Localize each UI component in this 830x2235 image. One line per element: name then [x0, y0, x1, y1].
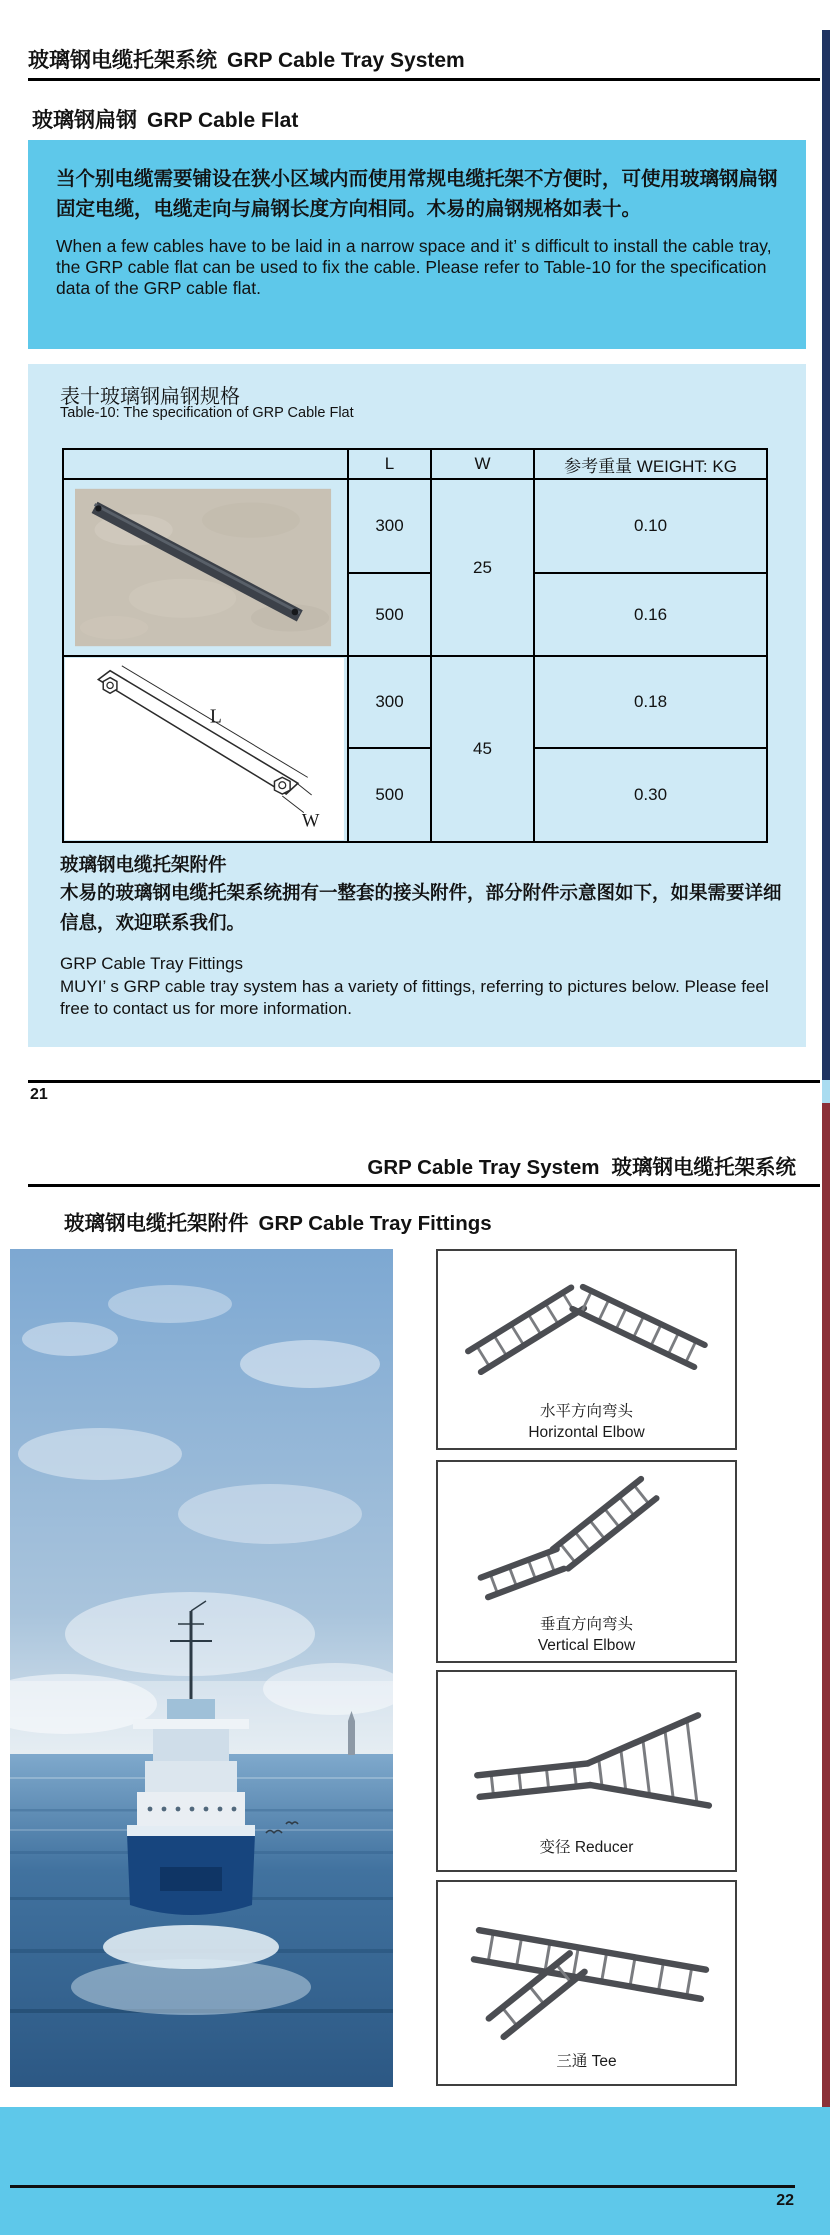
cell-W-merged: 25 [431, 479, 534, 656]
spec-table-panel [28, 364, 806, 1047]
footer-band [0, 2107, 830, 2235]
fitting-label-zh: 垂直方向弯头 [539, 1616, 633, 1633]
ship-photo [10, 1249, 393, 2087]
table-header-L: L [348, 449, 431, 479]
spec-table [62, 448, 768, 843]
fittings-note-en-body: MUYI’ s GRP cable tray system has a variety of fittings, referring to pictures below. Please feel free to contact us for more information. [60, 977, 769, 1018]
cell-W-merged: 45 [431, 656, 534, 842]
cell-L: 300 [348, 656, 431, 748]
fitting-box-vertical-elbow [436, 1460, 737, 1663]
table-title-en: Table-10: The specification of GRP Cable Flat [60, 405, 354, 421]
page22-header-en: GRP Cable Tray System [367, 1156, 600, 1179]
cell-L: 500 [348, 573, 431, 656]
cell-L: 500 [348, 748, 431, 842]
drawing-length-label: L [209, 706, 222, 728]
page22-footer-rule [10, 2185, 795, 2188]
intro-paragraph-en: When a few cables have to be laid in a narrow space and it’ s difficult to install the cable tray, the GRP cable flat can be used to fix the cable. Please refer to Table-10 for the specification data of the GRP cable flat. [56, 236, 772, 298]
flat-bar-drawing-cell [63, 656, 348, 842]
cell-weight: 0.10 [534, 479, 767, 573]
fitting-box-reducer [436, 1670, 737, 1872]
table-row [63, 656, 767, 748]
table-header-W: W [431, 449, 534, 479]
page21-number: 21 [30, 1086, 48, 1103]
page21-header-en: GRP Cable Tray System [227, 49, 465, 72]
fitting-label: 三通 Tee [556, 2053, 617, 2070]
fitting-box-horizontal-elbow [436, 1249, 737, 1450]
fittings-note-zh-title: 玻璃钢电缆托架附件 [60, 854, 227, 875]
page-edge-strip-light [822, 1080, 830, 1103]
page21-section-zh: 玻璃钢扁钢 [32, 109, 137, 132]
table-header-weight: 参考重量 WEIGHT: KG [534, 449, 767, 479]
table-header-row [63, 449, 767, 479]
page22-section-en: GRP Cable Tray Fittings [258, 1212, 492, 1235]
page-edge-strip-navy [822, 30, 830, 1080]
page22-header-zh: 玻璃钢电缆托架系统 [611, 1156, 796, 1179]
page22-section-title [64, 1206, 492, 1236]
page21-section-en: GRP Cable Flat [147, 109, 299, 132]
cell-weight: 0.30 [534, 748, 767, 842]
cell-weight: 0.18 [534, 656, 767, 748]
page22-number: 22 [776, 2192, 794, 2209]
page-edge-strip-red [822, 1103, 830, 2235]
fitting-box-tee [436, 1880, 737, 2086]
tee-image [439, 1882, 735, 2051]
reducer-image [439, 1672, 735, 1837]
page22-header-rule [28, 1184, 820, 1187]
flat-bar-drawing [64, 658, 345, 840]
drawing-width-label: W [301, 810, 320, 832]
table-header-image-cell [63, 449, 348, 479]
fitting-label: 变径 Reducer [539, 1839, 634, 1856]
fitting-label-en: Vertical Elbow [537, 1637, 636, 1654]
page22-section-zh: 玻璃钢电缆托架附件 [64, 1212, 249, 1235]
flat-bar-photo [64, 481, 345, 654]
intro-paragraph-zh: 当个别电缆需要铺设在狭小区域内而使用常规电缆托架不方便时，可使用玻璃钢扁钢固定电缆，电缆走向与扁钢长度方向相同。木易的扁钢规格如表十。 [56, 168, 778, 220]
intro-box [28, 140, 806, 349]
cell-weight: 0.16 [534, 573, 767, 656]
page21-header-zh: 玻璃钢电缆托架系统 [28, 49, 217, 72]
horizontal-elbow-image [439, 1251, 735, 1401]
page22-header [367, 1150, 796, 1180]
flat-bar-photo-cell [63, 479, 348, 656]
page21-header [28, 44, 465, 74]
fittings-note-en-title: GRP Cable Tray Fittings [60, 954, 243, 973]
table-title-zh: 表十玻璃钢扁钢规格 [60, 386, 240, 408]
cell-L: 300 [348, 479, 431, 573]
fitting-label-zh: 水平方向弯头 [539, 1403, 633, 1420]
fitting-label-en: Horizontal Elbow [528, 1424, 645, 1441]
table-row [63, 479, 767, 573]
page21-section-title [32, 104, 298, 134]
vertical-elbow-image [439, 1462, 735, 1614]
fittings-note-zh-body: 木易的玻璃钢电缆托架系统拥有一整套的接头附件，部分附件示意图如下，如果需要详细信息，欢迎联系我们。 [60, 882, 782, 933]
page21-footer-rule [28, 1080, 820, 1083]
page21-header-rule [28, 78, 820, 81]
ship-photo-image [10, 1249, 393, 2087]
